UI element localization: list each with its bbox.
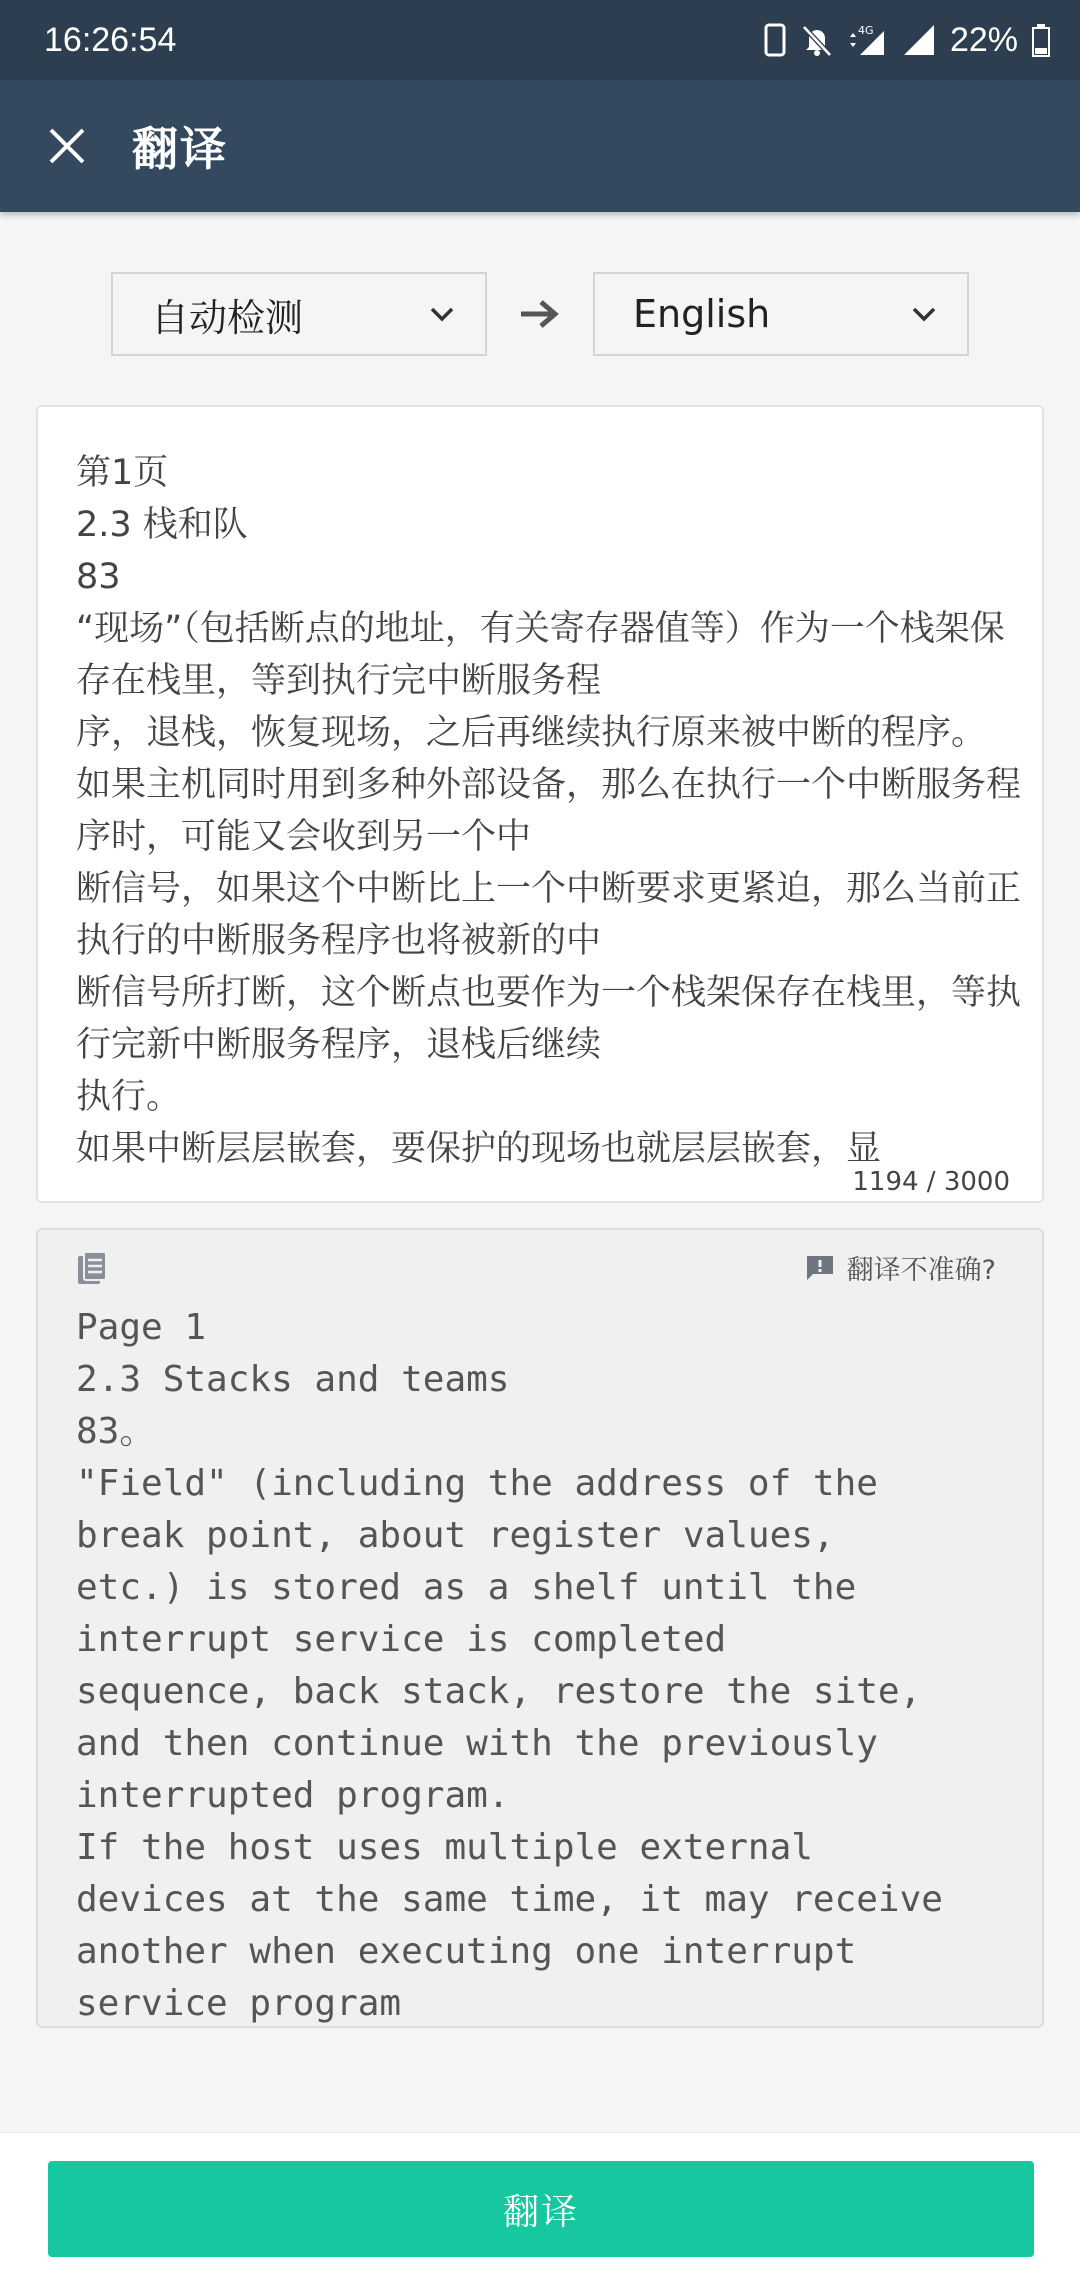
target-language-select[interactable]	[593, 272, 969, 356]
target-language-label: English	[633, 292, 771, 336]
copy-icon	[76, 1250, 108, 1286]
status-time: 16:26:54	[44, 20, 177, 59]
source-text-input[interactable]	[36, 405, 1044, 1203]
language-selector-row	[111, 272, 969, 356]
close-icon	[47, 126, 87, 166]
source-language-select[interactable]	[111, 272, 487, 356]
phone-icon	[764, 23, 786, 57]
chevron-down-icon	[911, 306, 937, 322]
svg-text:4G: 4G	[857, 24, 874, 37]
page-title: 翻译	[132, 122, 228, 176]
arrow-right-icon	[519, 299, 561, 329]
source-language-label: 自动检测	[151, 295, 304, 340]
chevron-down-icon	[429, 306, 455, 322]
feedback-button[interactable]	[805, 1248, 996, 1287]
feedback-label: 翻译不准确?	[846, 1255, 996, 1286]
status-bar	[0, 0, 1080, 80]
app-bar	[0, 80, 1080, 212]
translated-text: Page 1 2.3 Stacks and teams 83。 "Field" (including the address of the break point, about register values, etc.) is stored as a shelf until the interrupt service is completed sequence, back stack, restore the site, and then continue with the previously interrupted program. If the host uses multiple external devices at the same time, it may receive another when executing one interrupt service program	[76, 1307, 943, 2024]
signal-icon	[902, 23, 936, 57]
battery-percent: 22%	[949, 20, 1018, 59]
battery-icon	[1032, 23, 1050, 57]
source-text[interactable]: 第1页 2.3 栈和队 83 “现场”（包括断点的地址，有关寄存器值等）作为一个栈架保存在栈里，等到执行完中断服务程 序，退栈，恢复现场，之后再继续执行原来被中断的程序。 如果主机同时用到多种外部设备，那么在执行一个中断服务程序时，可能又会收到另一个中 断信号，如果这个中断比上一个中断要求更紧迫，那么当前正执行的中断服务程序也将被新的中 断信号所打断，这个断点也要作为一个栈架保存在栈里，等执行完新中断服务程序，退栈后继续 执行。 如果中断层层嵌套，要保护的现场也就层层嵌套，显	[76, 453, 1022, 1169]
copy-button[interactable]	[76, 1250, 116, 1294]
bottom-bar	[0, 2132, 1080, 2280]
signal-4g-icon	[848, 23, 888, 57]
bell-off-icon	[800, 23, 834, 57]
feedback-icon	[805, 1254, 835, 1282]
translate-button[interactable]: 翻译	[48, 2161, 1034, 2257]
character-count: 1194 / 3000	[852, 1167, 1010, 1197]
close-button[interactable]	[32, 111, 102, 181]
translation-result	[36, 1228, 1044, 2028]
status-icons	[764, 21, 1050, 60]
arrow-separator	[487, 299, 593, 329]
